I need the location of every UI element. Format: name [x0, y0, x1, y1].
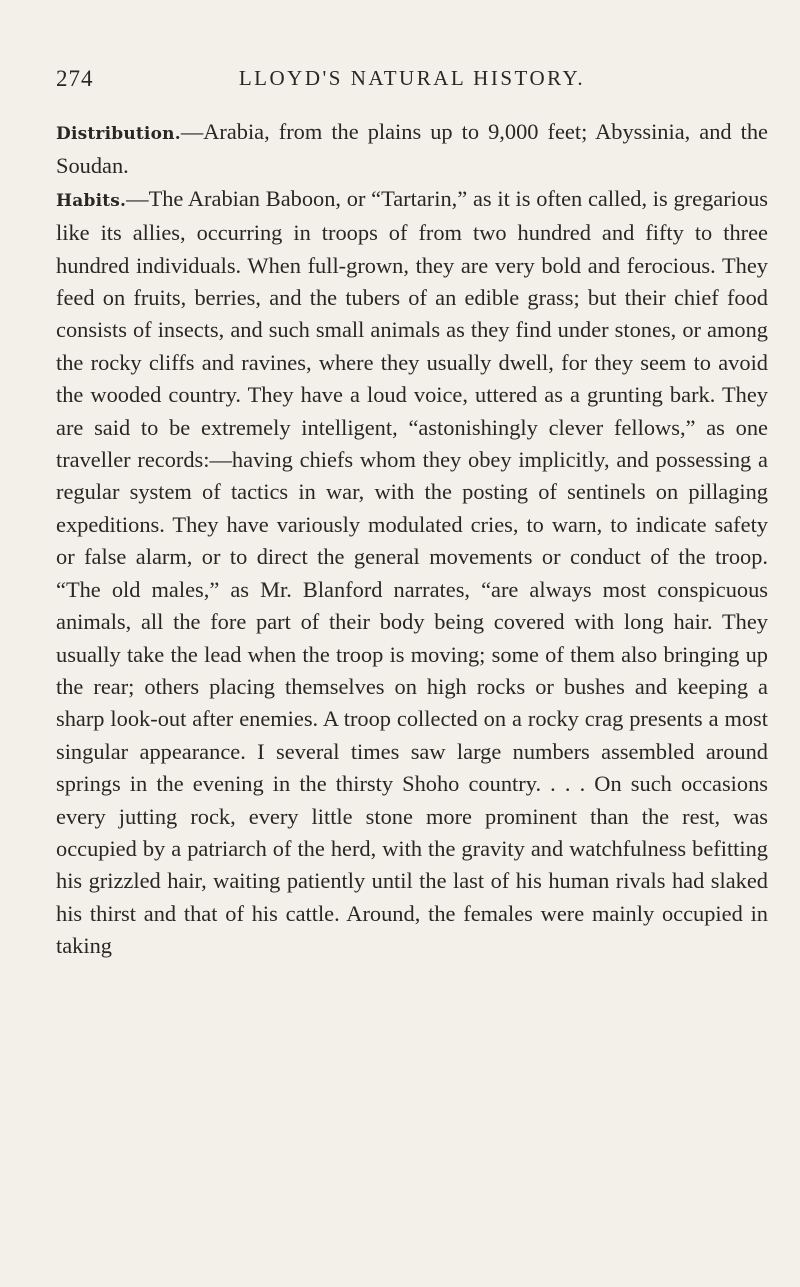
book-page [56, 66, 768, 963]
habits-heading: Habits. [56, 190, 127, 211]
distribution-heading: Distribution. [56, 124, 181, 144]
body-text [56, 116, 768, 963]
running-title: LLOYD'S NATURAL HISTORY. [238, 66, 586, 90]
running-header [56, 66, 768, 106]
habits-paragraph [56, 183, 768, 963]
habits-text: —The Arabian Baboon, or “Tartarin,” as it is often called, is gregarious like its allies, occurring in troops of from two hundred and fifty to three hundred individuals. When full-grown, they are very bold and ferocious. They feed on fruits, berries, and the tubers of an edible grass; but their chief food consists of insects, and such small animals as they find under stones, or among the rocky cliffs and ravines, where they usually dwell, for they seem to avoid the wooded country. They have a loud voice, uttered as a grunting bark. They are said to be extremely intelligent, “astonishingly clever fellows,” as one traveller records:—having chiefs whom they obey implicitly, and possessing a regular system of tactics in war, with the posting of sentinels on pillaging expeditions. They have variously modulated cries, to warn, to indicate safety or false alarm, or to direct the general movements or conduct of the troop. “The old males,” as Mr. Blanford narrates, “are always most conspicuous animals, all the fore part of their body being covered with long hair. They usually take the lead when the troop is moving; some of them also bringing up the rear; others placing themselves on high rocks or bushes and keeping a sharp look-out after enemies. A troop collected on a rocky crag presents a most singular appearance. I several times saw large numbers assembled around springs in the evening in the thirsty Shoho country. . . . On such occasions every jutting rock, every little stone more prominent than the rest, was occupied by a patriarch of the herd, with the gravity and watchfulness befitting his grizzled hair, waiting patiently until the last of his human rivals had slaked his thirst and that of his cattle. Around, the females were mainly occupied in taking [56, 185, 768, 959]
page-number: 274 [56, 66, 94, 91]
distribution-paragraph [56, 116, 768, 183]
distribution-text: —Arabia, from the plains up to 9,000 feet; Abyssinia, and the Soudan. [56, 119, 768, 179]
